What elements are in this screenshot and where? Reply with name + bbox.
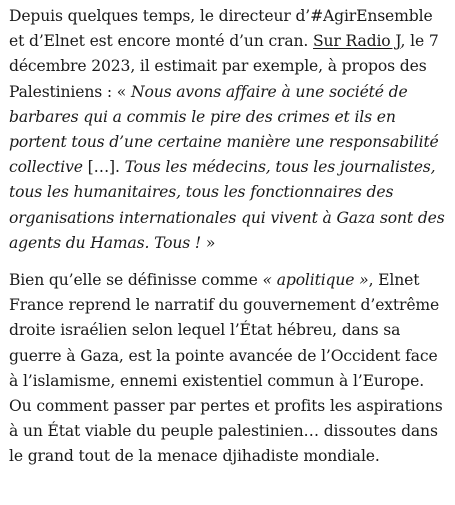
p2-intro: Bien qu’elle se définisse comme (9, 271, 263, 290)
p1-quote-part1: Nous avons affaire à une société de barbares qui a commis le pire des crimes et ils en portent tous d’une certaine manière une responsabilité collective (9, 82, 439, 177)
paragraph-1 (9, 4, 446, 256)
p1-after-link: , le 7 décembre 2023, il estimait par exemple, à propos des Palestiniens : (9, 32, 439, 101)
p1-quote-open: « (116, 82, 131, 101)
p1-ellipsis: […]. (82, 158, 125, 177)
p1-intro: Depuis quelques temps, le directeur d’#AgirEnsemble et d’Elnet est encore monté d’un cran. (9, 7, 433, 51)
p1-quote-part2: Tous les médecins, tous les journalistes, tous les humanitaires, tous les fonctionnaires des organisations internationales qui vivent à Gaza sont des agents du Hamas. Tous ! (9, 158, 445, 252)
p1-quote-close: » (201, 233, 216, 252)
radio-j-link[interactable]: Sur Radio J (313, 32, 401, 51)
p2-rest: , Elnet France reprend le narratif du gouvernement d’extrême droite israélien selon lequel l’État hébreu, dans sa guerre à Gaza, est la pointe avancée de l’Occident face à l’islamisme, ennemi existentiel commun à l’Europe. Ou comment passer par pertes et profits les aspirations à un État viable du peuple palestinien… dissoutes dans le grand tout de la menace djihadiste mondiale. (9, 271, 443, 466)
paragraph-2 (9, 268, 446, 470)
p2-quote: « apolitique » (262, 271, 369, 290)
